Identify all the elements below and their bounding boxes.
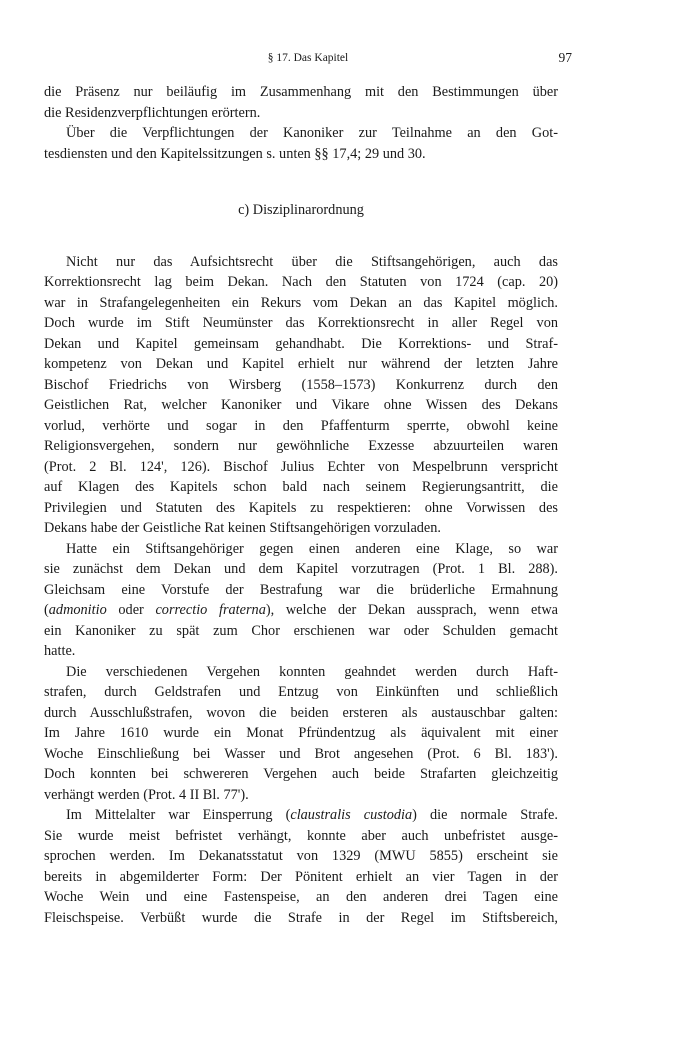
text-line: Bischof Friedrichs von Wirsberg (1558–1573) Konkurrenz durch den (44, 376, 558, 393)
text-line: strafen, durch Geldstrafen und Entzug von Einkünften und schließlich (44, 684, 558, 700)
text-line (44, 805, 558, 826)
section-heading: c) Disziplinarordnung (238, 202, 364, 218)
text-line: auf Klagen des Kapitels schon bald nach seinem Regierungsantritt, die (44, 479, 558, 495)
text-line: hatte. (44, 643, 76, 659)
text-line: durch Ausschlußstrafen, wovon die beiden ersteren als austauschbar galten: (44, 704, 558, 721)
text-line: Gleichsam eine Vorstufe der Bestrafung war die brüderliche Ermahnung (44, 581, 558, 598)
text-run: ) die normale Strafe. (412, 807, 558, 823)
text-line: Nicht nur das Aufsichtsrecht über die Stiftsangehörigen, auch das (66, 253, 558, 270)
text-line: vorlud, verhörte und sogar in den Pfaffenturm sperrte, obwohl keine (44, 417, 558, 434)
text-line: Privilegien und Statuten des Kapitels zu respektieren: ohne Vorwissen des (44, 499, 558, 516)
text-line: Sie wurde meist befristet verhängt, konnte aber auch unbefristet ausge- (44, 827, 558, 844)
text-line: Dekan und Kapitel gemeinsam gehandhabt. Die Korrektions- und Straf- (44, 335, 558, 352)
running-head (44, 50, 572, 70)
text-line: Die verschiedenen Vergehen konnten geahndet werden durch Haft- (66, 663, 558, 680)
text-line: Dekans habe der Geistliche Rat keinen Stiftsangehörigen vorzuladen. (44, 520, 442, 536)
text-run: Im Mittelalter war Einsperrung ( (66, 807, 291, 823)
page-number: 97 (558, 50, 572, 65)
text-line: Über die Verpflichtungen der Kanoniker zur Teilnahme an den Got- (66, 125, 558, 141)
text-line: Doch konnten bei schwereren Vergehen auch beide Strafarten gleichzeitig (44, 766, 558, 782)
latin-term: claustralis custodia (290, 807, 413, 823)
text-line: Fleischspeise. Verbüßt wurde die Strafe in der Regel im Stiftsbereich, (44, 909, 558, 926)
text-line: tesdiensten und den Kapitelssitzungen s. unten §§ 17,4; 29 und 30. (44, 145, 426, 162)
text-line: die Präsenz nur beiläufig im Zusammenhang mit den Bestimmungen über (44, 84, 558, 100)
text-line: die Residenzverpflichtungen erörtern. (44, 104, 261, 121)
text-line: kompetenz von Dekan und Kapitel erhielt nur während der letzten Jahre (44, 356, 558, 372)
text-line: Im Jahre 1610 wurde ein Monat Pfründentzug als äquivalent mit einer (44, 725, 558, 741)
text-line: sprochen werden. Im Dekanatsstatut von 1329 (MWU 5855) erscheint sie (44, 848, 558, 864)
text-line: Religionsvergehen, sondern nur gewöhnliche Exzesse abzuurteilen waren (44, 438, 558, 454)
text-line (44, 600, 558, 621)
text-line: war in Strafangelegenheiten ein Rekurs vom Dekan an das Kapitel möglich. (44, 294, 558, 311)
latin-term: admonitio (48, 602, 107, 618)
text-run: ( (44, 602, 49, 618)
text-line: Doch wurde im Stift Neumünster das Korrektionsrecht in aller Regel von (44, 315, 558, 331)
text-line: ein Kanoniker zu spät zum Chor erschienen war oder Schulden gemacht (44, 622, 558, 639)
text-line: bereits in abgemilderter Form: Der Pönitent erhielt an vier Tagen in der (44, 868, 558, 885)
text-line: (Prot. 2 Bl. 124', 126). Bischof Julius Echter von Mespelbrunn verspricht (44, 458, 558, 475)
text-line: sie zunächst dem Dekan und dem Kapitel vorzutragen (Prot. 1 Bl. 288). (44, 561, 558, 577)
running-title: § 17. Das Kapitel (267, 52, 349, 64)
body-text (44, 82, 558, 928)
text-run: ), welche der Dekan aussprach, wenn etwa (265, 602, 559, 618)
text-line: Woche Einschließung bei Wasser und Brot angesehen (Prot. 6 Bl. 183'). (44, 745, 558, 762)
text-line: verhängt werden (Prot. 4 II Bl. 77'). (44, 786, 249, 803)
text-line: Hatte ein Stiftsangehöriger gegen einen anderen eine Klage, so war (66, 540, 558, 557)
text-line: Woche Wein und eine Fastenspeise, an den anderen drei Tagen eine (44, 889, 558, 905)
text-run: oder (106, 602, 156, 618)
latin-term: correctio fraterna (155, 602, 266, 618)
text-line: Korrektionsrecht lag beim Dekan. Nach den Statuten von 1724 (cap. 20) (44, 274, 558, 290)
text-line: Geistlichen Rat, welcher Kanoniker und Vikare ohne Wissen des Dekans (44, 397, 558, 413)
